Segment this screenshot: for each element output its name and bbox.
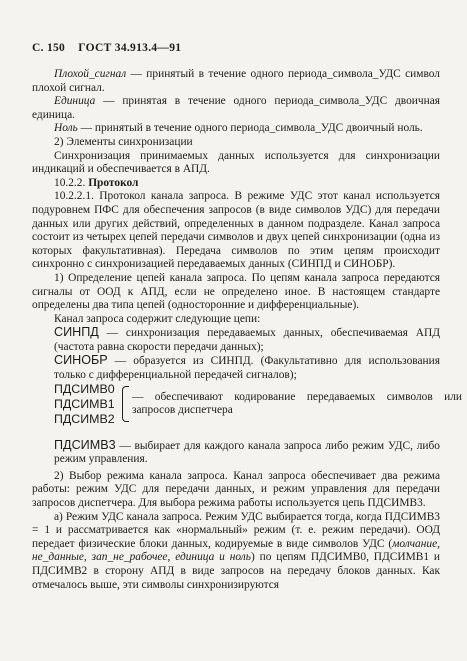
para-a-part2: ) по цепям ПДСИМВ0, ПДСИМВ1 и ПДСИМВ2 в сторону АПД в виде запросов на передачу блоков данных. Как отмечалось выше, эти символы синхронизируются xyxy=(32,551,440,591)
brace-terms xyxy=(54,383,124,428)
def-text: — принятая в течение одного периода_символа_УДС двоичная единица. xyxy=(32,95,440,121)
def-pdsimv3 xyxy=(54,439,440,467)
term-pdsimv2: ПДСИМВ2 xyxy=(54,411,115,426)
def-desc: — образуется из СИНПД. (Факультативно для использования только с дифференциальной передачей сигналов); xyxy=(54,355,440,382)
term-sinobr: СИНОБР xyxy=(54,353,108,368)
paragraph-a xyxy=(32,511,440,593)
paragraph-1: 1) Определение цепей канала запроса. По цепям канала запроса передаются сигналы от ООД к АПД, если не определено иное. В настоящем стандарте определены два типа цепей (односторонние и дифференциальные). xyxy=(32,271,440,312)
def-text: — принятый в течение одного периода_символа_УДС двоичный ноль. xyxy=(77,122,423,135)
term-one: Единица xyxy=(54,95,96,108)
def-pdsimv3-text xyxy=(54,439,440,467)
paragraph-10221: 10.2.2.1. Протокол канала запроса. В режиме УДС этот канал используется подуровнем ПФС для обеспечения запросов (в виде символов УДС) для передачи данных или других действий, определенных в данном подразделе. Канал запроса состоит из четырех цепей передачи символов и двух цепей синхронизации (одна из которых факультативная). Передача символов по этим цепям происходит синхронно с синхронизацией передаваемых данных (СИНПД и СИНОБР). xyxy=(32,190,440,271)
def-sinpd-text xyxy=(54,326,440,354)
term-pdsimv1: ПДСИМВ1 xyxy=(54,396,115,411)
def-one xyxy=(32,95,440,122)
page-header xyxy=(32,42,191,54)
para-a-part1: а) Режим УДС канала запроса. Режим УДС выбирается тогда, когда ПДСИМВ3 = 1 и рассматривается как «нормальный» режим (т. е. режим передачи). ООД передает физические блоки данных, кодируемые в виде символов УДС ( xyxy=(32,510,440,550)
term-pdsimv3: ПДСИМВ3 xyxy=(54,437,116,452)
def-zero xyxy=(32,122,440,136)
term-zero: Ноль xyxy=(54,122,78,135)
chain-intro: Канал запроса содержит следующие цепи: xyxy=(54,312,261,325)
standard-id: ГОСТ 34.913.4—91 xyxy=(78,42,182,54)
def-desc: — выбирает для каждого канала запроса либо режим УДС, либо режим управления. xyxy=(54,439,440,466)
sync-heading: 2) Элементы синхронизации xyxy=(54,135,193,148)
def-sinobr xyxy=(54,354,440,382)
page-number: С. 150 xyxy=(32,42,66,54)
section-title: Протокол xyxy=(88,176,139,189)
body-text xyxy=(32,68,462,592)
term-sinpd: СИНПД xyxy=(54,325,99,340)
def-sinobr-text xyxy=(54,354,440,382)
sync-text: Синхронизация принимаемых данных используется для синхронизации индикаций и обеспечивается в АПД. xyxy=(32,149,440,176)
brace-desc: — обеспечивают кодирование передаваемых символов или запросов диспетчера xyxy=(132,390,462,417)
curly-brace xyxy=(122,386,129,422)
def-desc: — синхронизация передаваемых данных, обеспечиваемая АПД (частота равна скорости передачи данных); xyxy=(54,327,440,353)
term-bad-signal: Плохой_сигнал xyxy=(54,68,127,80)
para-a-italic: молчание, не_данные, зап_не_рабочее, единица и ноль xyxy=(32,537,440,564)
brace-group xyxy=(54,381,462,439)
section-number: 10.2.2. xyxy=(54,176,86,189)
def-bad-signal xyxy=(32,68,440,95)
term-pdsimv0: ПДСИМВ0 xyxy=(54,381,115,396)
def-text: — принятый в течение одного периода_символа_УДС символ плохой сигнал. xyxy=(32,68,440,94)
paragraph-2: 2) Выбор режима канала запроса. Канал запроса обеспечивает два режима работы: режим УДС для передачи данных, и режим управления для передачи запросов диспетчера. Для выбора режима работы используется цепь ПДСИМВ3. xyxy=(32,469,440,510)
protocol-heading xyxy=(32,177,440,191)
def-sinpd xyxy=(54,326,440,354)
